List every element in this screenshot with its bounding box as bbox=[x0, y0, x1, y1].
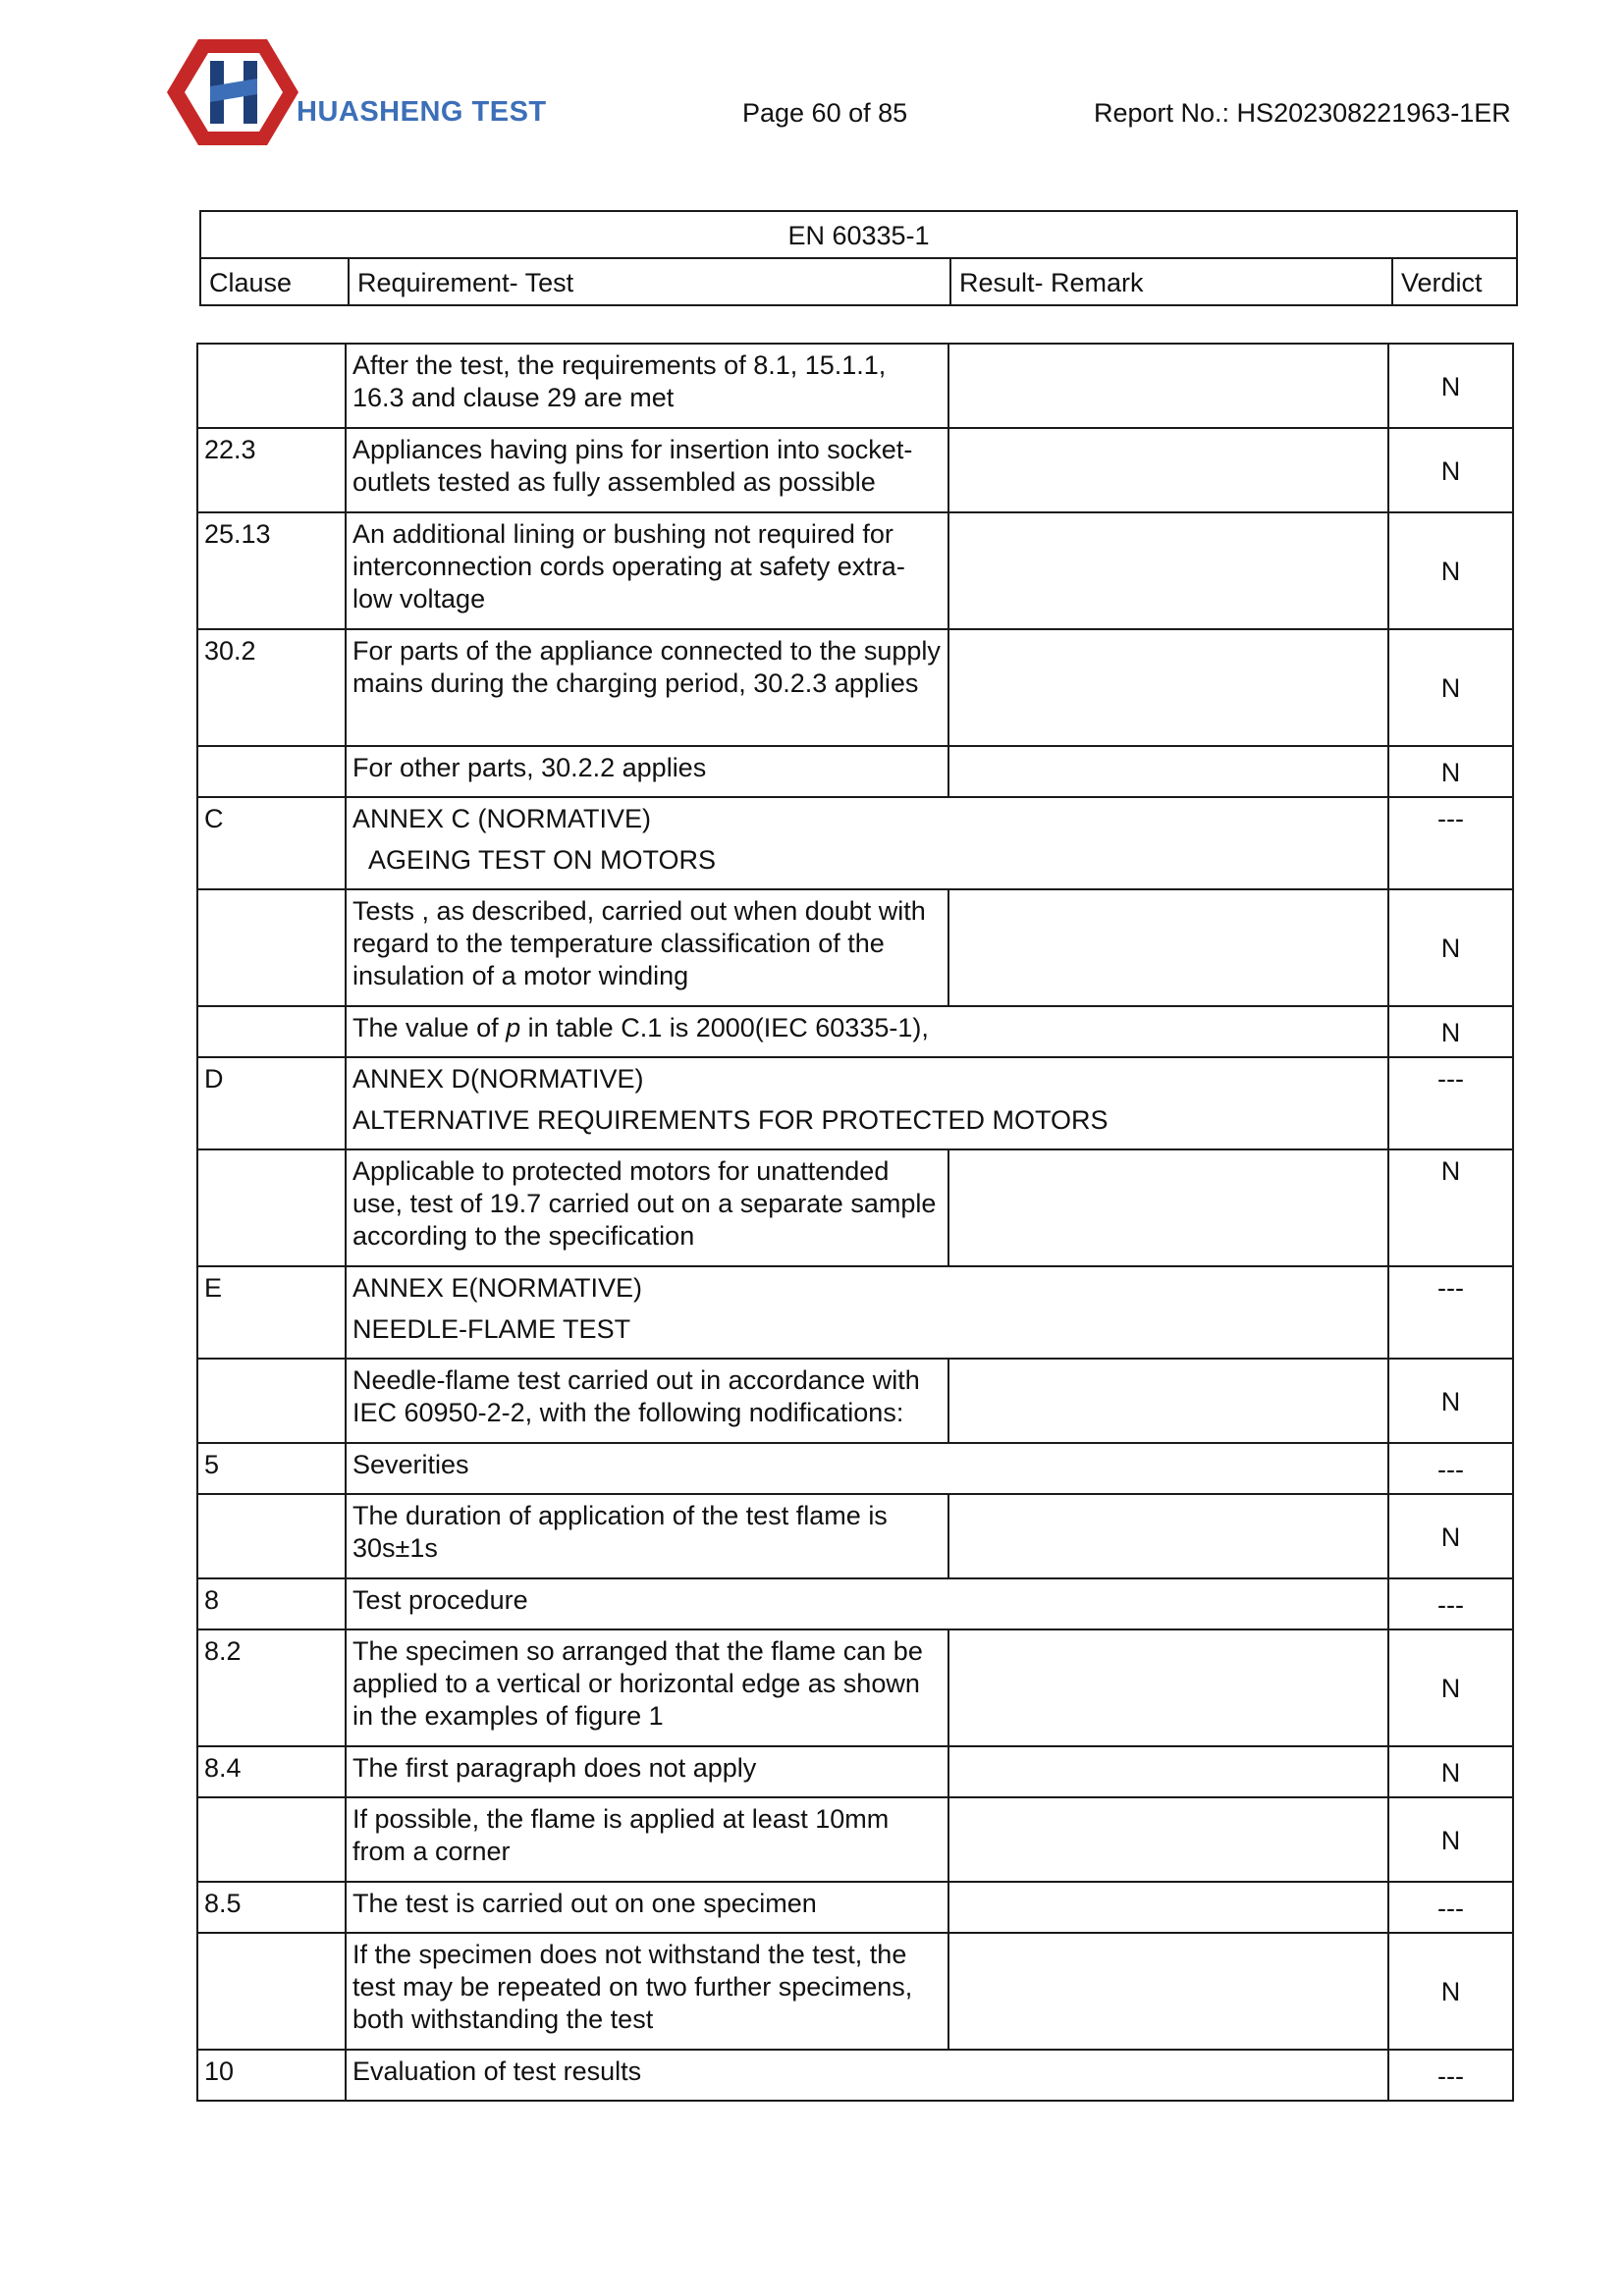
result-cell bbox=[948, 1494, 1388, 1578]
verdict-cell: N bbox=[1388, 512, 1513, 629]
verdict-cell: N bbox=[1388, 629, 1513, 746]
table-row bbox=[197, 1359, 1513, 1443]
requirement-cell bbox=[346, 1006, 1388, 1057]
table-row bbox=[197, 1006, 1513, 1057]
huasheng-logo-icon bbox=[165, 35, 300, 149]
verdict-cell: N bbox=[1388, 1746, 1513, 1797]
verdict-cell: N bbox=[1388, 1006, 1513, 1057]
annex-title-cell bbox=[346, 1057, 1388, 1149]
requirement-cell: Tests , as described, carried out when doubt with regard to the temperature classification of the insulation of a motor winding bbox=[346, 889, 948, 1006]
clause-cell bbox=[197, 1797, 346, 1882]
result-cell bbox=[948, 1149, 1388, 1266]
clause-cell: 8.5 bbox=[197, 1882, 346, 1933]
header-verdict: Verdict bbox=[1392, 258, 1517, 305]
result-cell bbox=[948, 428, 1388, 512]
verdict-cell: --- bbox=[1388, 1057, 1513, 1149]
table-row bbox=[197, 1149, 1513, 1266]
clause-cell: 8 bbox=[197, 1578, 346, 1629]
annex-title-cell bbox=[346, 797, 1388, 889]
result-cell bbox=[948, 1882, 1388, 1933]
table-row bbox=[197, 1443, 1513, 1494]
header-requirement: Requirement- Test bbox=[349, 258, 950, 305]
table-row bbox=[197, 1629, 1513, 1746]
table-row bbox=[197, 797, 1513, 889]
clause-cell bbox=[197, 1006, 346, 1057]
verdict-cell: --- bbox=[1388, 1578, 1513, 1629]
table-row bbox=[197, 1933, 1513, 2050]
annex-title: ANNEX E(NORMATIVE) bbox=[352, 1273, 643, 1303]
brand-name: HUASHENG TEST bbox=[297, 96, 547, 128]
verdict-cell: --- bbox=[1388, 1266, 1513, 1359]
table-row bbox=[197, 746, 1513, 797]
clause-cell: 10 bbox=[197, 2050, 346, 2101]
requirement-cell: After the test, the requirements of 8.1, 15.1.1, 16.3 and clause 29 are met bbox=[346, 344, 948, 428]
clause-cell bbox=[197, 1933, 346, 2050]
verdict-cell: N bbox=[1388, 746, 1513, 797]
requirement-cell: Evaluation of test results bbox=[346, 2050, 1388, 2101]
clause-cell bbox=[197, 1494, 346, 1578]
annex-title-cell bbox=[346, 1266, 1388, 1359]
standard-header-table bbox=[199, 210, 1518, 306]
verdict-cell: N bbox=[1388, 428, 1513, 512]
result-cell bbox=[948, 746, 1388, 797]
requirement-text: The value of bbox=[352, 1013, 507, 1042]
table-row bbox=[197, 889, 1513, 1006]
requirement-cell: If the specimen does not withstand the test, the test may be repeated on two further specimens, both withstanding the test bbox=[346, 1933, 948, 2050]
verdict-cell: N bbox=[1388, 1149, 1513, 1266]
verdict-cell: --- bbox=[1388, 1882, 1513, 1933]
verdict-cell: N bbox=[1388, 1797, 1513, 1882]
verdict-cell: N bbox=[1388, 889, 1513, 1006]
requirement-cell: Needle-flame test carried out in accordance with IEC 60950-2-2, with the following nodifications: bbox=[346, 1359, 948, 1443]
table-row bbox=[197, 512, 1513, 629]
requirement-cell: The duration of application of the test flame is 30s±1s bbox=[346, 1494, 948, 1578]
clause-cell: 5 bbox=[197, 1443, 346, 1494]
requirement-cell: Applicable to protected motors for unattended use, test of 19.7 carried out on a separate sample according to the specification bbox=[346, 1149, 948, 1266]
variable-p: p bbox=[506, 1013, 521, 1042]
requirement-cell: The first paragraph does not apply bbox=[346, 1746, 948, 1797]
table-row bbox=[197, 428, 1513, 512]
table-row bbox=[197, 344, 1513, 428]
requirement-cell: Test procedure bbox=[346, 1578, 1388, 1629]
result-cell bbox=[948, 344, 1388, 428]
verdict-cell: --- bbox=[1388, 2050, 1513, 2101]
standard-title: EN 60335-1 bbox=[200, 211, 1517, 258]
requirement-cell: If possible, the flame is applied at least 10mm from a corner bbox=[346, 1797, 948, 1882]
verdict-cell: --- bbox=[1388, 1443, 1513, 1494]
clause-cell bbox=[197, 344, 346, 428]
verdict-cell: --- bbox=[1388, 797, 1513, 889]
clause-cell: C bbox=[197, 797, 346, 889]
table-row bbox=[197, 1797, 1513, 1882]
annex-subtitle: AGEING TEST ON MOTORS bbox=[368, 845, 717, 875]
clause-cell: 8.2 bbox=[197, 1629, 346, 1746]
table-row bbox=[197, 1578, 1513, 1629]
clause-cell: 22.3 bbox=[197, 428, 346, 512]
table-row bbox=[197, 1746, 1513, 1797]
verdict-cell: N bbox=[1388, 1494, 1513, 1578]
table-row bbox=[197, 1494, 1513, 1578]
table-row bbox=[197, 629, 1513, 746]
table-row bbox=[197, 2050, 1513, 2101]
requirement-cell: The specimen so arranged that the flame can be applied to a vertical or horizontal edge as shown in the examples of figure 1 bbox=[346, 1629, 948, 1746]
result-cell bbox=[948, 889, 1388, 1006]
annex-subtitle: ALTERNATIVE REQUIREMENTS FOR PROTECTED MOTORS bbox=[352, 1105, 1109, 1135]
clause-cell: D bbox=[197, 1057, 346, 1149]
verdict-cell: N bbox=[1388, 1933, 1513, 2050]
clause-cell: 30.2 bbox=[197, 629, 346, 746]
annex-title: ANNEX D(NORMATIVE) bbox=[352, 1064, 644, 1094]
result-cell bbox=[948, 512, 1388, 629]
table-row bbox=[197, 1266, 1513, 1359]
requirement-cell: For other parts, 30.2.2 applies bbox=[346, 746, 948, 797]
verdict-cell: N bbox=[1388, 344, 1513, 428]
test-results-table bbox=[196, 343, 1514, 2102]
result-cell bbox=[948, 1933, 1388, 2050]
annex-subtitle: NEEDLE-FLAME TEST bbox=[352, 1314, 631, 1344]
requirement-cell: For parts of the appliance connected to the supply mains during the charging period, 30.2.3 applies bbox=[346, 629, 948, 746]
verdict-cell: N bbox=[1388, 1629, 1513, 1746]
header-clause: Clause bbox=[200, 258, 349, 305]
requirement-cell: Severities bbox=[346, 1443, 1388, 1494]
requirement-cell: Appliances having pins for insertion into socket-outlets tested as fully assembled as possible bbox=[346, 428, 948, 512]
clause-cell: E bbox=[197, 1266, 346, 1359]
header-result: Result- Remark bbox=[950, 258, 1392, 305]
requirement-cell: An additional lining or bushing not required for interconnection cords operating at safety extra-low voltage bbox=[346, 512, 948, 629]
result-cell bbox=[948, 1359, 1388, 1443]
result-cell bbox=[948, 629, 1388, 746]
clause-cell bbox=[197, 1149, 346, 1266]
page-number: Page 60 of 85 bbox=[742, 98, 908, 128]
verdict-cell: N bbox=[1388, 1359, 1513, 1443]
annex-title: ANNEX C (NORMATIVE) bbox=[352, 804, 652, 833]
requirement-cell: The test is carried out on one specimen bbox=[346, 1882, 948, 1933]
report-number: Report No.: HS202308221963-1ER bbox=[1094, 98, 1511, 128]
table-row bbox=[197, 1057, 1513, 1149]
page-header bbox=[0, 0, 1624, 167]
clause-cell: 25.13 bbox=[197, 512, 346, 629]
table-row bbox=[197, 1882, 1513, 1933]
clause-cell bbox=[197, 889, 346, 1006]
clause-cell bbox=[197, 746, 346, 797]
clause-cell bbox=[197, 1359, 346, 1443]
requirement-text: in table C.1 is 2000(IEC 60335-1), bbox=[520, 1013, 929, 1042]
result-cell bbox=[948, 1797, 1388, 1882]
result-cell bbox=[948, 1746, 1388, 1797]
clause-cell: 8.4 bbox=[197, 1746, 346, 1797]
result-cell bbox=[948, 1629, 1388, 1746]
